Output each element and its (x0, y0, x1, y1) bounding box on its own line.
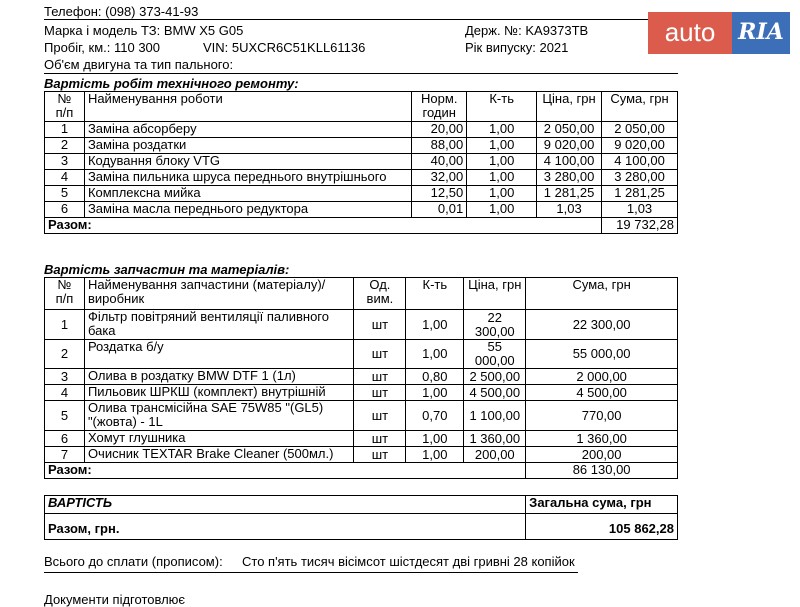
row-hours: 40,00 (412, 154, 467, 170)
works-row (45, 170, 678, 186)
parts-row (45, 385, 678, 401)
row-qty: 1,00 (406, 447, 464, 463)
row-num: 1 (45, 122, 85, 138)
row-num: 6 (45, 431, 85, 447)
col-price: Ціна, грн (537, 92, 602, 122)
phone-line: Телефон: (098) 373-41-93 (44, 4, 199, 19)
col-price: Ціна, грн (464, 278, 526, 310)
row-num: 5 (45, 186, 85, 202)
row-sum: 2 000,00 (526, 369, 678, 385)
row-num: 2 (45, 138, 85, 154)
row-name: Хомут глушника (84, 431, 354, 447)
vehicle-model: Марка і модель ТЗ: BMW X5 G05 (44, 23, 244, 38)
vehicle-plate: Держ. №: KA9373TB (465, 23, 589, 38)
row-sum: 4 100,00 (602, 154, 678, 170)
row-price: 55 000,00 (464, 340, 526, 369)
parts-total-value: 86 130,00 (526, 463, 678, 479)
row-sum: 200,00 (526, 447, 678, 463)
summary-sum-label: Разом, грн. (45, 514, 526, 540)
summary-table (44, 495, 678, 540)
works-row (45, 154, 678, 170)
col-sum: Сума, грн (526, 278, 678, 310)
row-qty: 1,00 (406, 310, 464, 340)
row-hours: 0,01 (412, 202, 467, 218)
autoria-logo (648, 12, 790, 54)
row-price: 1,03 (537, 202, 602, 218)
works-row (45, 186, 678, 202)
row-sum: 3 280,00 (602, 170, 678, 186)
parts-row (45, 369, 678, 385)
row-price: 1 360,00 (464, 431, 526, 447)
row-num: 4 (45, 170, 85, 186)
logo-ria-text: RIA (732, 12, 790, 54)
row-name: Роздатка б/у (84, 340, 354, 369)
row-price: 9 020,00 (537, 138, 602, 154)
summary-sum-value: 105 862,28 (526, 514, 678, 540)
col-num: № п/п (45, 92, 85, 122)
vehicle-vin: VIN: 5UXCR6C51KLL61136 (203, 40, 366, 55)
row-price: 22 300,00 (464, 310, 526, 340)
row-price: 1 281,25 (537, 186, 602, 202)
divider (44, 73, 678, 74)
row-price: 1 100,00 (464, 401, 526, 431)
parts-total-label: Разом: (45, 463, 526, 479)
col-unit: Од. вим. (354, 278, 406, 310)
vehicle-mileage: Пробіг, км.: 110 300 (44, 40, 161, 55)
row-name: Олива трансмісійна SAE 75W85 "(GL5) "(жовта) - 1L (84, 401, 354, 431)
row-price: 200,00 (464, 447, 526, 463)
summary-sum-row (45, 514, 678, 540)
row-sum: 1 360,00 (526, 431, 678, 447)
row-qty: 1,00 (467, 186, 537, 202)
vehicle-year: Рік випуску: 2021 (465, 40, 569, 55)
row-qty: 0,80 (406, 369, 464, 385)
row-sum: 9 020,00 (602, 138, 678, 154)
row-qty: 1,00 (406, 431, 464, 447)
col-qty: К-ть (406, 278, 464, 310)
row-price: 2 500,00 (464, 369, 526, 385)
row-name: Пильовик ШРКШ (комплект) внутрішній (84, 385, 354, 401)
parts-total-row (45, 463, 678, 479)
row-sum: 4 500,00 (526, 385, 678, 401)
row-unit: шт (354, 447, 406, 463)
row-qty: 1,00 (467, 138, 537, 154)
divider (44, 19, 678, 20)
row-name: Очисник TEXTAR Brake Cleaner (500мл.) (84, 447, 354, 463)
engine-line: Об'єм двигуна та тип пального: (44, 57, 234, 72)
row-qty: 1,00 (467, 154, 537, 170)
row-name: Заміна пильника шруса переднього внутрішнього (84, 170, 411, 186)
row-sum: 2 050,00 (602, 122, 678, 138)
amount-words-value: Сто п'ять тисяч вісімсот шістдесят дві гривні 28 копійок (242, 554, 575, 569)
row-num: 3 (45, 369, 85, 385)
row-unit: шт (354, 431, 406, 447)
row-unit: шт (354, 401, 406, 431)
row-hours: 32,00 (412, 170, 467, 186)
row-num: 3 (45, 154, 85, 170)
row-price: 2 050,00 (537, 122, 602, 138)
works-total-value: 19 732,28 (602, 218, 678, 234)
col-name: Найменування роботи (84, 92, 411, 122)
row-qty: 0,70 (406, 401, 464, 431)
parts-row (45, 340, 678, 369)
row-name: Заміна масла переднього редуктора (84, 202, 411, 218)
parts-row (45, 447, 678, 463)
amount-words-label: Всього до сплати (прописом): (44, 554, 223, 569)
row-num: 2 (45, 340, 85, 369)
parts-row (45, 401, 678, 431)
summary-header-row (45, 496, 678, 514)
col-qty: К-ть (467, 92, 537, 122)
summary-total-header: Загальна сума, грн (526, 496, 678, 514)
works-table (44, 91, 678, 234)
col-hours: Норм. годин (412, 92, 467, 122)
row-unit: шт (354, 385, 406, 401)
row-num: 1 (45, 310, 85, 340)
works-section-title: Вартість робіт технічного ремонту: (44, 76, 299, 91)
row-num: 5 (45, 401, 85, 431)
row-unit: шт (354, 310, 406, 340)
row-sum: 55 000,00 (526, 340, 678, 369)
row-price: 3 280,00 (537, 170, 602, 186)
row-name: Заміна роздатки (84, 138, 411, 154)
row-num: 6 (45, 202, 85, 218)
divider (44, 572, 578, 573)
works-header-row (45, 92, 678, 122)
works-total-row (45, 218, 678, 234)
row-sum: 1,03 (602, 202, 678, 218)
row-price: 4 500,00 (464, 385, 526, 401)
works-row (45, 202, 678, 218)
row-unit: шт (354, 340, 406, 369)
row-name: Заміна абсорберу (84, 122, 411, 138)
row-hours: 88,00 (412, 138, 467, 154)
works-total-label: Разом: (45, 218, 602, 234)
row-name: Олива в роздатку BMW DTF 1 (1л) (84, 369, 354, 385)
parts-row (45, 310, 678, 340)
row-num: 4 (45, 385, 85, 401)
summary-label: ВАРТІСТЬ (45, 496, 526, 514)
parts-table (44, 277, 678, 479)
row-qty: 1,00 (406, 340, 464, 369)
row-price: 4 100,00 (537, 154, 602, 170)
row-qty: 1,00 (467, 202, 537, 218)
row-sum: 22 300,00 (526, 310, 678, 340)
works-row (45, 122, 678, 138)
parts-row (45, 431, 678, 447)
col-num: № п/п (45, 278, 85, 310)
row-qty: 1,00 (406, 385, 464, 401)
row-hours: 12,50 (412, 186, 467, 202)
row-qty: 1,00 (467, 122, 537, 138)
footer-text: Документи підготовлює (44, 592, 186, 607)
row-hours: 20,00 (412, 122, 467, 138)
row-name: Фільтр повітряний вентиляції паливного бака (84, 310, 354, 340)
works-row (45, 138, 678, 154)
row-sum: 770,00 (526, 401, 678, 431)
row-name: Кодування блоку VTG (84, 154, 411, 170)
parts-section-title: Вартість запчастин та матеріалів: (44, 262, 290, 277)
row-name: Комплексна мийка (84, 186, 411, 202)
col-sum: Сума, грн (602, 92, 678, 122)
row-qty: 1,00 (467, 170, 537, 186)
row-num: 7 (45, 447, 85, 463)
logo-auto-text: auto (648, 12, 732, 54)
parts-header-row (45, 278, 678, 310)
row-unit: шт (354, 369, 406, 385)
row-sum: 1 281,25 (602, 186, 678, 202)
col-name: Найменування запчастини (матеріалу)/ виробник (84, 278, 354, 310)
